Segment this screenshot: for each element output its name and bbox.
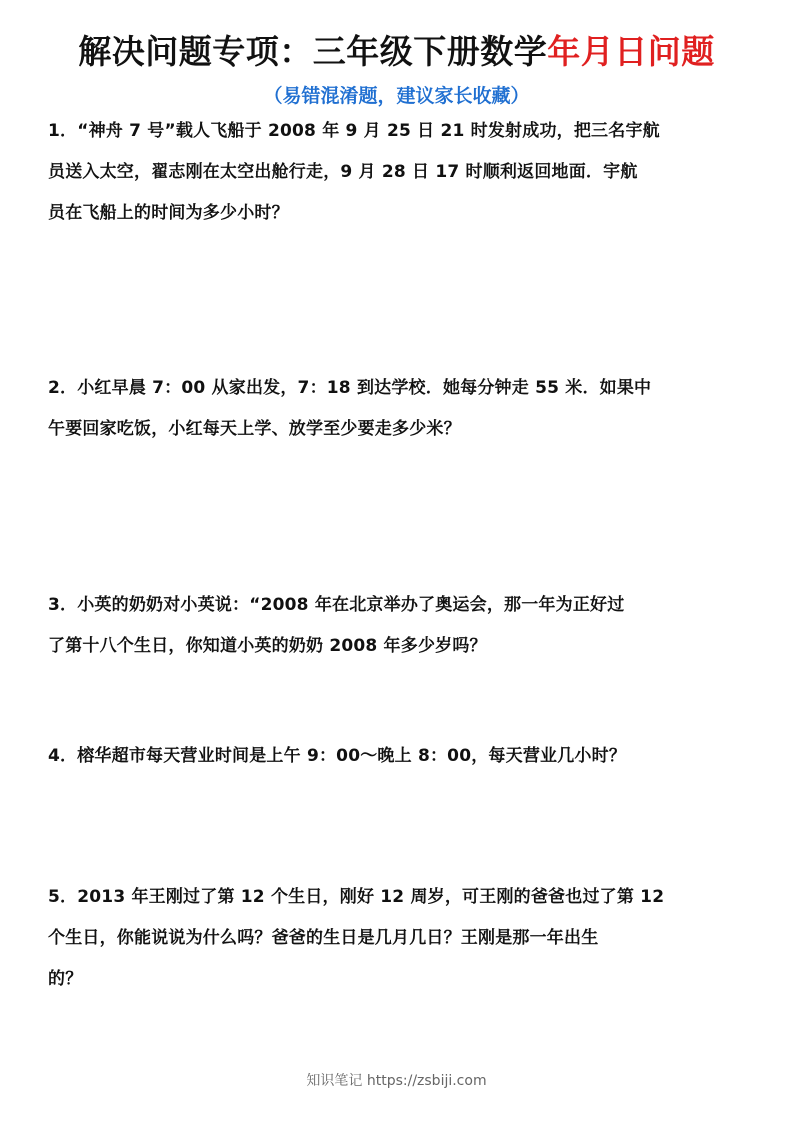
question-1-line-2: 员送入太空，翟志刚在太空出舱行走，9 月 28 日 17 时顺利返回地面．宇航 (48, 162, 638, 182)
question-5 (48, 877, 750, 1000)
question-2-line-2: 午要回家吃饭，小红每天上学、放学至少要走多少米？ (48, 419, 461, 439)
question-5-line-3: 的？ (48, 969, 83, 989)
question-3-line-1: 3．小英的奶奶对小英说：“2008 年在北京举办了奥运会，那一年为正好过 (48, 595, 625, 615)
page-subtitle: （易错混淆题，建议家长收藏） (263, 85, 530, 107)
question-3 (48, 585, 750, 667)
page-title (0, 30, 793, 74)
question-2 (48, 368, 750, 450)
footer-watermark: 知识笔记 https://zsbiji.com (306, 1073, 487, 1089)
question-4-line-1: 4．榕华超市每天营业时间是上午 9：00～晚上 8：00，每天营业几小时？ (48, 746, 627, 766)
page-title-accent: 年月日问题 (547, 32, 715, 71)
question-1-line-3: 员在飞船上的时间为多少小时？ (48, 203, 289, 223)
question-1-line-1: 1．“神舟 7 号”载人飞船于 2008 年 9 月 25 日 21 时发射成功，把三名宇航 (48, 121, 660, 141)
page-title-main: 解决问题专项：三年级下册数学 (78, 32, 548, 71)
question-2-line-1: 2．小红早晨 7：00 从家出发，7：18 到达学校．她每分钟走 55 米．如果中 (48, 378, 652, 398)
question-4 (48, 736, 750, 777)
question-5-line-2: 个生日，你能说说为什么吗？爸爸的生日是几月几日？王刚是那一年出生 (48, 928, 599, 948)
question-1 (48, 111, 750, 234)
question-5-line-1: 5．2013 年王刚过了第 12 个生日，刚好 12 周岁，可王刚的爸爸也过了第 12 (48, 887, 665, 907)
question-3-line-2: 了第十八个生日，你知道小英的奶奶 2008 年多少岁吗？ (48, 636, 487, 656)
